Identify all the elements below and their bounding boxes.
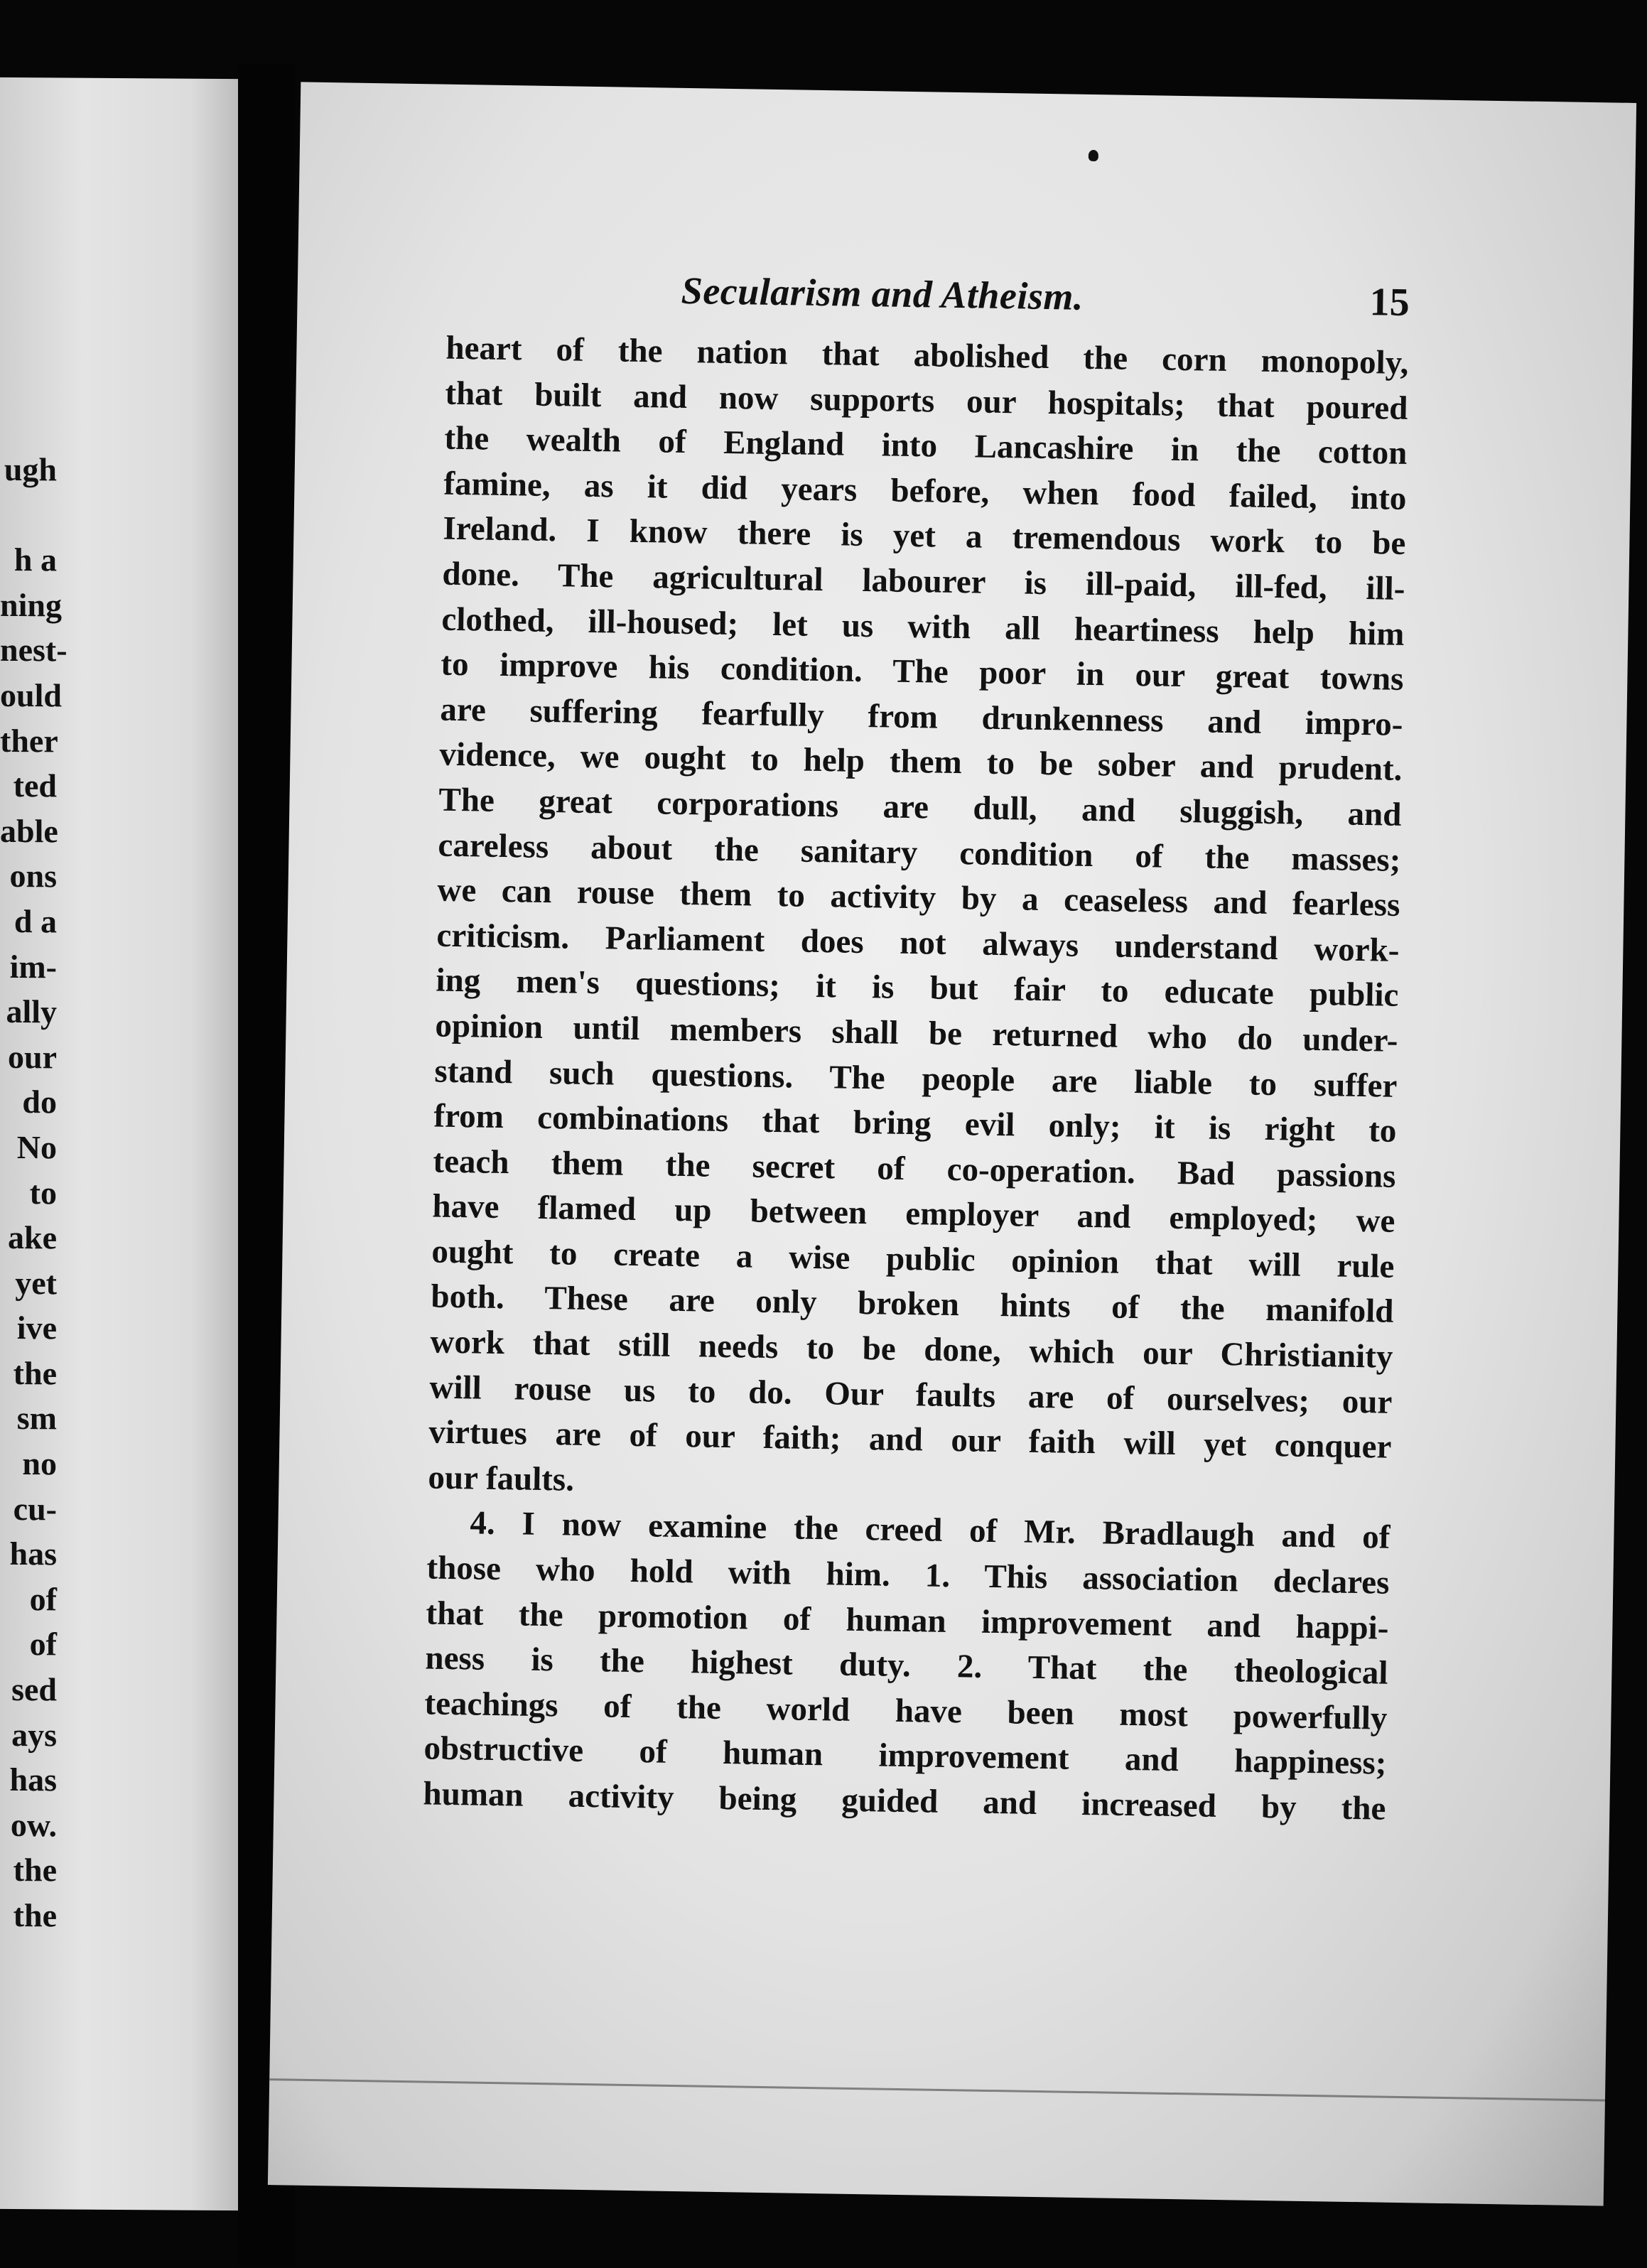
ink-speck xyxy=(1089,150,1098,161)
body-line: famine, as it did years before, when food failed, into xyxy=(443,465,1407,517)
body-line: criticism. Parliament does not always understand work- xyxy=(436,917,1400,969)
previous-page-fragment xyxy=(0,77,238,2210)
body-line: virtues are of our faith; and our faith will yet conquer xyxy=(428,1413,1392,1467)
previous-page-line-ending: ted xyxy=(13,767,57,804)
previous-page-line-ending: ther xyxy=(0,722,58,759)
previous-page-line-ending: the xyxy=(13,1354,57,1392)
body-line: our faults. xyxy=(428,1459,575,1498)
body-line: ing men's questions; it is but fair to educate public xyxy=(436,961,1399,1015)
body-line: done. The agricultural labourer is ill-paid, ill-fed, ill- xyxy=(442,555,1405,608)
body-line: that the promotion of human improvement and happi- xyxy=(426,1594,1389,1647)
body-line: obstructive of human improvement and happiness; xyxy=(423,1729,1387,1783)
body-line: teach them the secret of co-operation. Bad passions xyxy=(433,1143,1396,1195)
previous-page-line-ending: sm xyxy=(16,1400,57,1437)
body-line: that built and now supports our hospitals; that poured xyxy=(445,374,1408,427)
previous-page-line-endings xyxy=(0,447,68,1938)
body-line: work that still needs to be done, which our Christianity xyxy=(430,1323,1393,1376)
previous-page-line-ending: ould xyxy=(0,676,62,714)
previous-page-line-ending: of xyxy=(29,1580,57,1618)
body-line: from combinations that bring evil only; it is right to xyxy=(433,1097,1397,1150)
previous-page-line-ending: nest- xyxy=(0,632,68,669)
body-line: are suffering fearfully from drunkenness and impro- xyxy=(440,691,1403,743)
previous-page-line-ending: ugh xyxy=(4,450,57,488)
body-line: opinion until members shall be returned who do under- xyxy=(435,1007,1398,1059)
previous-page-line-ending: of xyxy=(29,1626,57,1663)
previous-page-line-ending: the xyxy=(13,1896,57,1934)
body-line: ness is the highest duty. 2. That the theological xyxy=(425,1639,1388,1692)
body-line: we can rouse them to activity by a ceaseless and fearless xyxy=(437,871,1400,924)
body-line: heart of the nation that abolished the corn monopoly, xyxy=(446,329,1409,382)
body-line: human activity being guided and increased by the xyxy=(423,1775,1386,1827)
body-line: clothed, ill-housed; let us with all heartiness help him xyxy=(441,600,1405,653)
previous-page-line-ending: to xyxy=(29,1174,57,1211)
body-line: have flamed up between employer and employed; we xyxy=(432,1187,1395,1241)
previous-page-line-ending: ally xyxy=(6,993,57,1030)
body-line: those who hold with him. 1. This association declares xyxy=(426,1549,1390,1602)
body-line: teachings of the world have been most powerfully xyxy=(424,1685,1388,1737)
body-line: will rouse us to do. Our faults are of ourselves; our xyxy=(429,1368,1393,1421)
body-line: ought to create a wise public opinion that will rule xyxy=(431,1233,1395,1285)
page-bottom-rule xyxy=(269,2078,1605,2102)
previous-page-line-ending: our xyxy=(8,1038,57,1076)
previous-page-line-ending: able xyxy=(0,812,58,850)
running-title: Secularism and Atheism. xyxy=(681,269,1084,318)
previous-page-line-ending: d a xyxy=(14,902,57,940)
previous-page-line-ending: No xyxy=(16,1128,57,1166)
body-line: 4. I now examine the creed of Mr. Bradlaugh and of xyxy=(470,1504,1390,1557)
body-text xyxy=(423,326,1409,1832)
body-line: careless about the sanitary condition of the masses; xyxy=(438,826,1401,879)
previous-page-line-ending: ons xyxy=(9,858,57,895)
previous-page-line-ending: ning xyxy=(0,586,62,624)
previous-page-line-ending: has xyxy=(9,1535,57,1572)
previous-page-line-ending: ive xyxy=(16,1310,57,1346)
body-line: both. These are only broken hints of the manifold xyxy=(431,1278,1394,1331)
previous-page-line-ending xyxy=(0,492,57,537)
previous-page-line-ending: yet xyxy=(15,1264,57,1302)
previous-page-line-ending: has xyxy=(9,1761,57,1798)
previous-page-line-ending: the xyxy=(13,1852,57,1889)
body-line: to improve his condition. The poor in our great towns xyxy=(441,645,1404,698)
body-line: vidence, we ought to help them to be sober and prudent. xyxy=(439,735,1403,789)
page-number: 15 xyxy=(1369,280,1410,325)
previous-page-line-ending: h a xyxy=(14,541,57,578)
previous-page-line-ending: ow. xyxy=(10,1806,57,1844)
current-page xyxy=(268,82,1636,2205)
body-line: The great corporations are dull, and sluggish, and xyxy=(438,781,1402,833)
previous-page-line-ending: ake xyxy=(8,1219,57,1256)
previous-page-line-ending: ays xyxy=(11,1716,57,1754)
body-line: the wealth of England into Lancashire in the cotton xyxy=(444,419,1408,472)
previous-page-line-ending: sed xyxy=(11,1670,57,1708)
previous-page-line-ending: cu- xyxy=(13,1490,57,1528)
previous-page-line-ending: im- xyxy=(9,948,57,985)
previous-page-line-ending: do xyxy=(22,1084,57,1120)
page-content xyxy=(423,262,1410,1832)
body-line: stand such questions. The people are liable to suffer xyxy=(434,1052,1398,1105)
body-line: Ireland. I know there is yet a tremendous work to be xyxy=(443,510,1406,563)
previous-page-line-ending: no xyxy=(22,1445,57,1482)
